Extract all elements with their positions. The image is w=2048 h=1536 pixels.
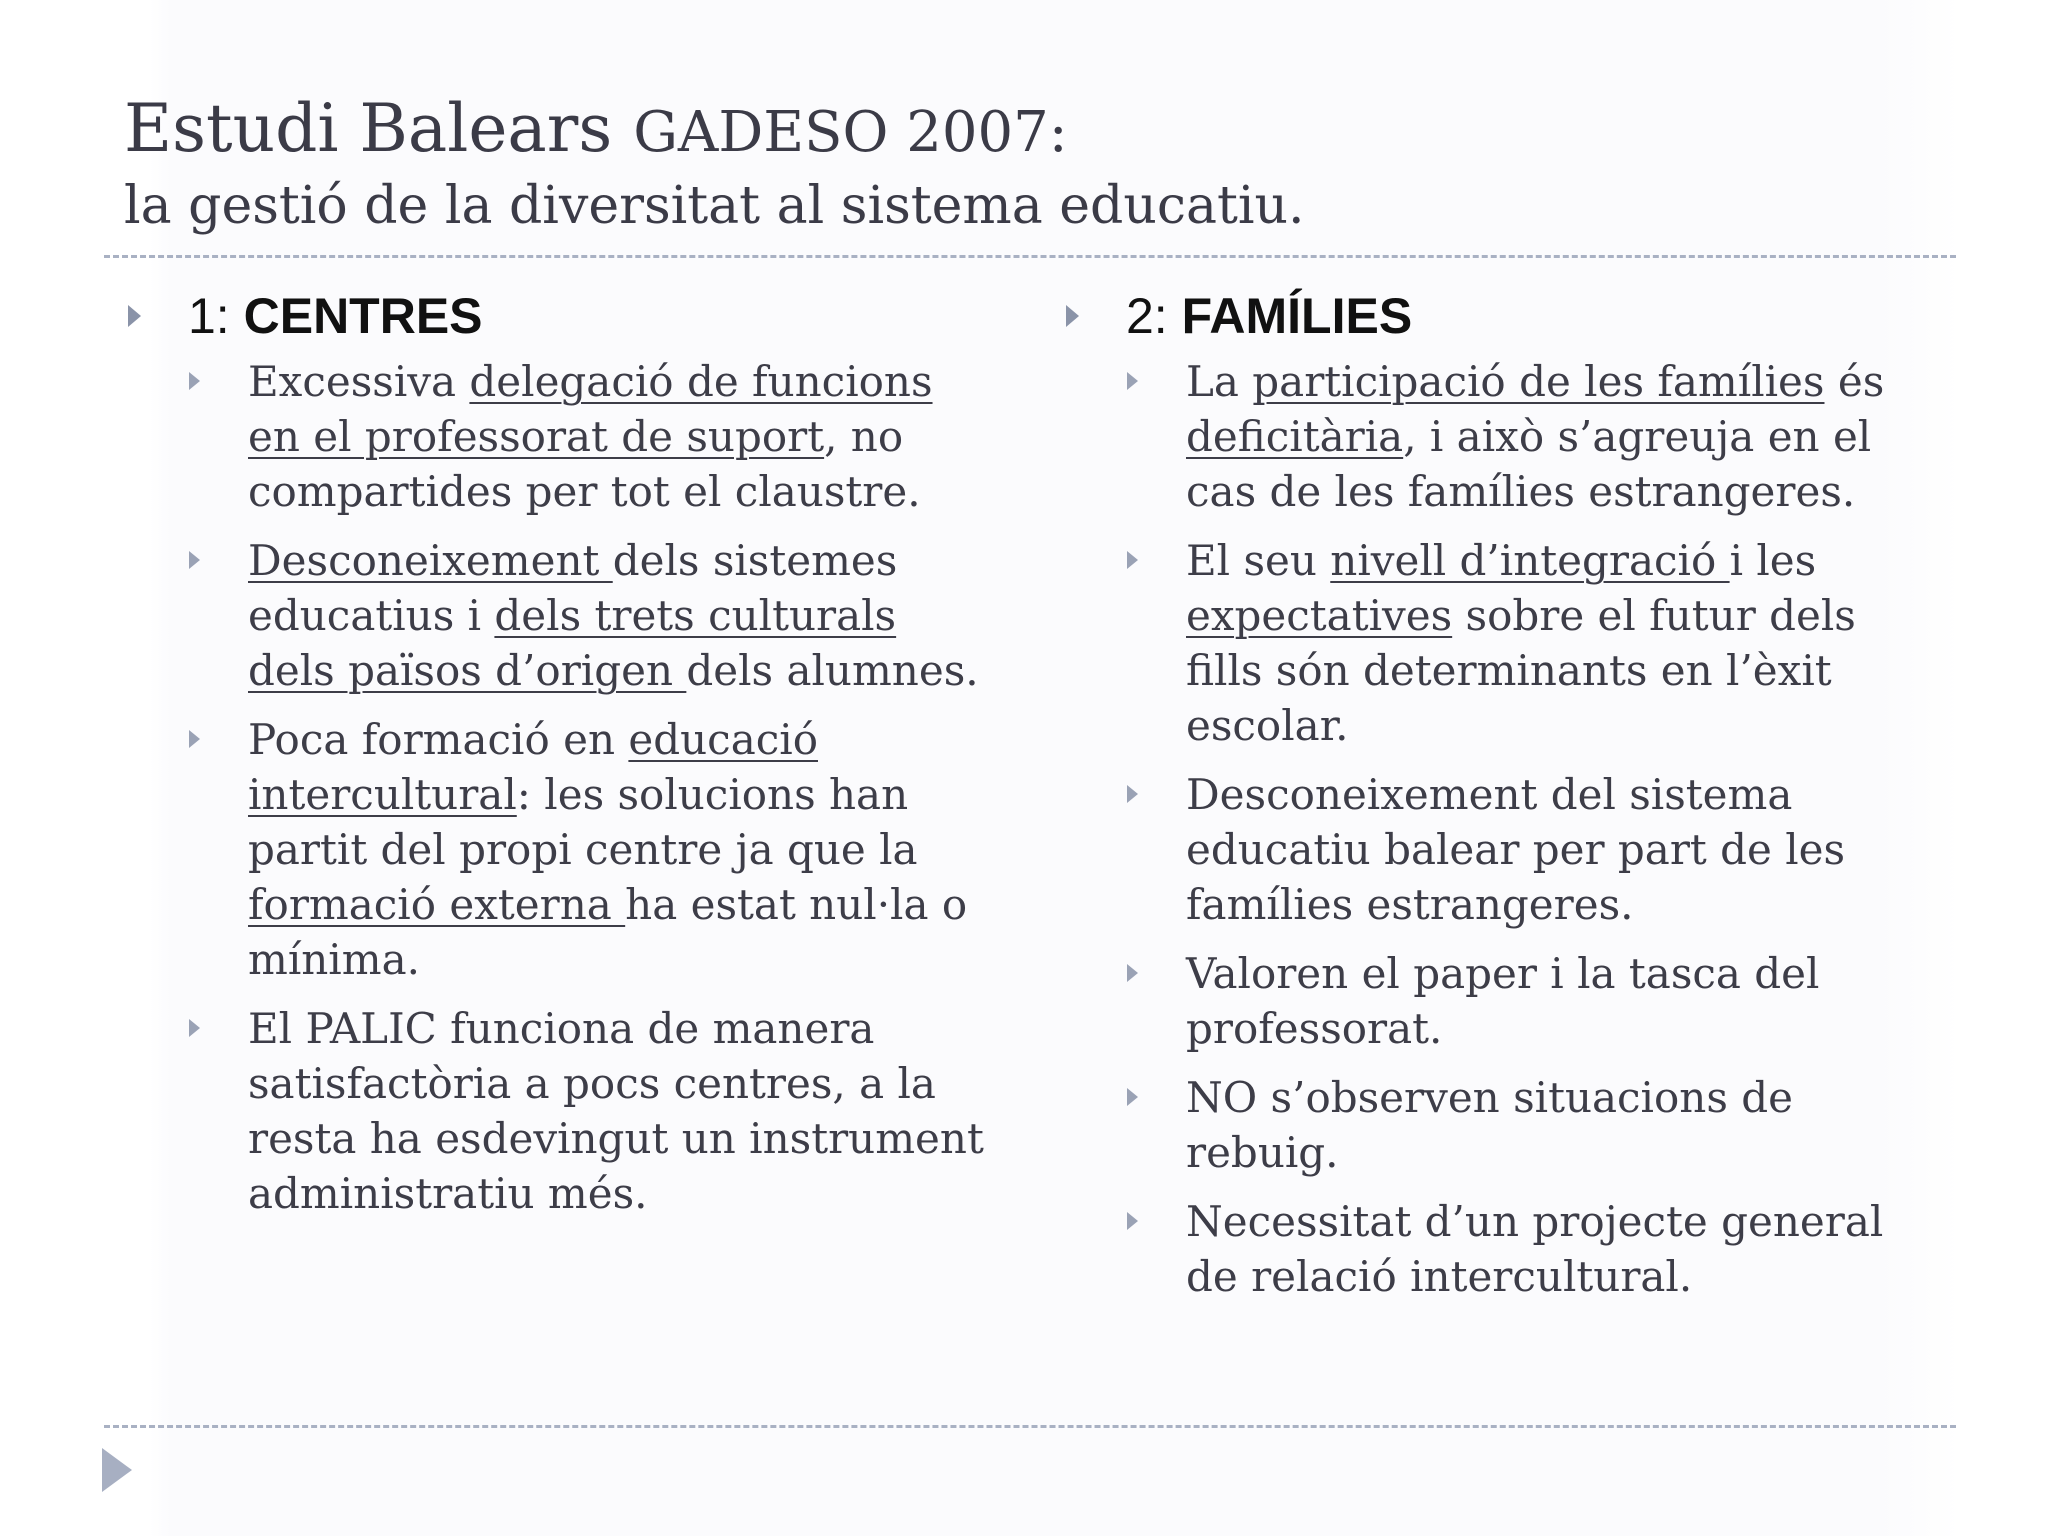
text-segment: dels sistemes educatius i (248, 536, 898, 640)
list-item (124, 354, 984, 519)
text-segment: , no compartides per tot el claustre. (248, 412, 921, 516)
title-source: GADESO 2007: (633, 100, 1068, 165)
bullet-triangle-icon (1127, 964, 1138, 982)
bullet-triangle-icon (189, 730, 200, 748)
centres-list (124, 354, 984, 1221)
bullet-triangle-icon (1127, 1088, 1138, 1106)
list-item (1062, 354, 1932, 519)
text-segment: Desconeixement del sistema educatiu balear per part de les famílies estrangeres. (1186, 770, 1846, 929)
title-line-1 (124, 90, 1924, 178)
bullet-triangle-icon (1066, 305, 1079, 327)
text-segment: Valoren el paper i la tasca del professorat. (1186, 949, 1820, 1053)
underlined-phrase: Desconeixement (248, 536, 613, 585)
top-divider (104, 255, 1956, 258)
heading-number: 2: (1126, 288, 1168, 344)
families-list (1062, 354, 1932, 1304)
text-segment: NO s’observen situacions de rebuig. (1186, 1073, 1793, 1177)
text-segment: Poca formació en (248, 715, 629, 764)
bullet-triangle-icon (189, 1019, 200, 1037)
column-families (1062, 284, 1932, 1318)
text-segment: dels alumnes. (686, 646, 979, 695)
text-segment: El PALIC funciona de manera satisfactòria a pocs centres, a la resta ha esdevingut un instrument administratiu més. (248, 1004, 984, 1218)
underlined-phrase: educació intercultural (248, 715, 818, 819)
list-item (1062, 533, 1932, 753)
column-centres (124, 284, 984, 1235)
heading-label: CENTRES (243, 288, 483, 344)
text-segment: : les solucions han partit del propi centre ja que la (248, 770, 918, 874)
bullet-triangle-icon (1127, 372, 1138, 390)
list-item (124, 1001, 984, 1221)
bullet-triangle-icon (189, 551, 200, 569)
list-item (1062, 946, 1932, 1056)
play-arrow-icon (102, 1448, 132, 1492)
text-segment: La (1186, 357, 1253, 406)
list-item (124, 533, 984, 698)
underlined-phrase: formació externa (248, 880, 626, 929)
heading-families (1062, 284, 1932, 354)
title-subtitle: la gestió de la diversitat al sistema educatiu. (124, 176, 1305, 236)
title-main: Estudi Balears (124, 90, 613, 167)
slide-title (124, 90, 1924, 236)
text-segment: ha estat nul·la o mínima. (248, 880, 968, 984)
bottom-divider (104, 1425, 1956, 1428)
underlined-phrase: dels trets culturals dels països d’origen (248, 591, 897, 695)
text-segment: El seu (1186, 536, 1331, 585)
bullet-triangle-icon (1127, 1212, 1138, 1230)
underlined-phrase: expectatives (1186, 591, 1453, 640)
bullet-triangle-icon (128, 305, 141, 327)
underlined-phrase: delegació de funcions en el professorat de suport (248, 357, 933, 461)
text-segment: és (1824, 357, 1885, 406)
bullet-triangle-icon (189, 372, 200, 390)
list-item (124, 712, 984, 987)
text-segment: i les (1729, 536, 1817, 585)
underlined-phrase: nivell d’integració (1330, 536, 1730, 585)
bullet-triangle-icon (1127, 785, 1138, 803)
underlined-phrase: deficitària (1186, 412, 1404, 461)
text-segment: Necessitat d’un projecte general de relació intercultural. (1186, 1197, 1884, 1301)
text-segment: , i això s’agreuja en el cas de les famílies estrangeres. (1186, 412, 1872, 516)
list-item (1062, 767, 1932, 932)
list-item (1062, 1070, 1932, 1180)
heading-centres (124, 284, 984, 354)
heading-number: 1: (188, 288, 230, 344)
text-segment: sobre el futur dels fills són determinants en l’èxit escolar. (1186, 591, 1856, 750)
text-segment: Excessiva (248, 357, 470, 406)
underlined-phrase: participació de les famílies (1252, 357, 1825, 406)
bullet-triangle-icon (1127, 551, 1138, 569)
heading-label: FAMÍLIES (1181, 288, 1413, 344)
list-item (1062, 1194, 1932, 1304)
